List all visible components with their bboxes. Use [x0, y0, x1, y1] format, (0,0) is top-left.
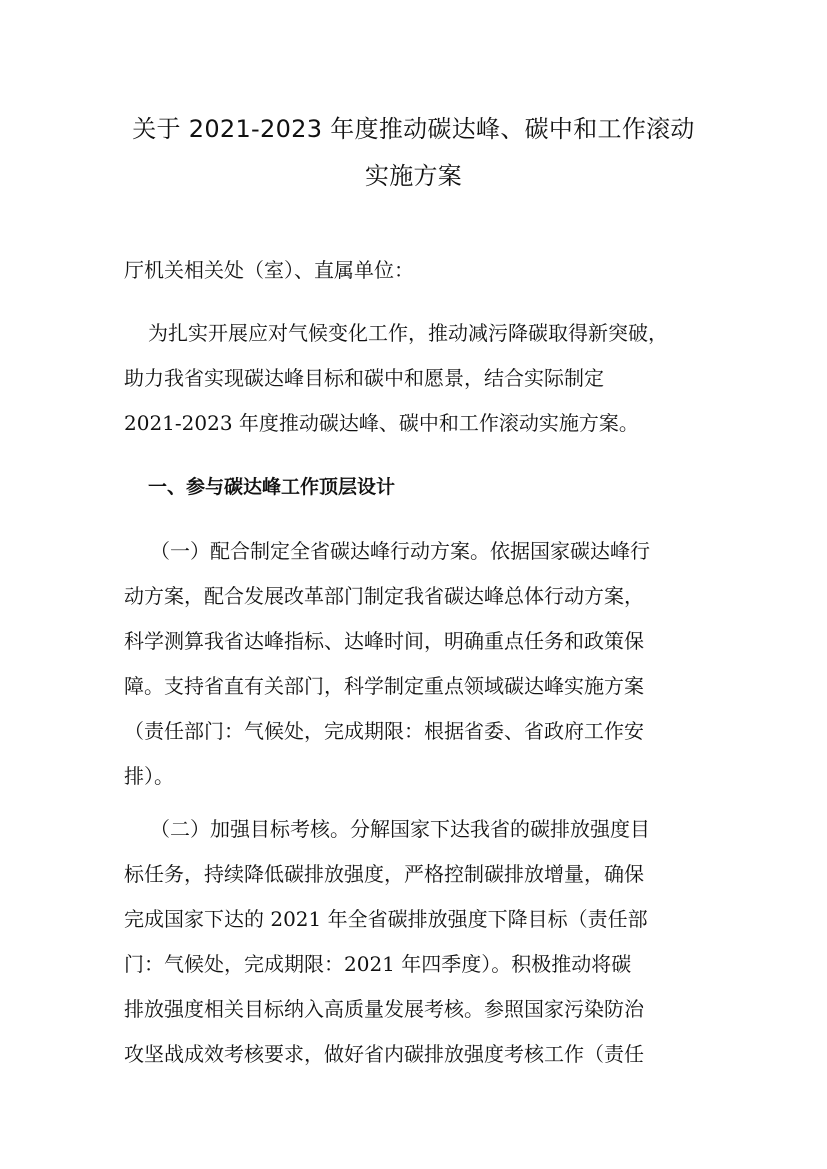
intro-line-2: 助力我省实现碳达峰目标和碳中和愿景，结合实际制定: [124, 366, 604, 390]
item-1-line-5: （责任部门：气候处，完成期限：根据省委、省政府工作安: [124, 719, 644, 743]
title-line-1: 关于 2021-2023 年度推动碳达峰、碳中和工作滚动: [132, 115, 695, 143]
item-2-line-4: 门：气候处，完成期限：2021 年四季度）。积极推动将碳: [124, 952, 632, 976]
item-2-line-1: （二）加强目标考核。分解国家下达我省的碳排放强度目: [150, 817, 650, 841]
item-2-line-6: 攻坚战成效考核要求，做好省内碳排放强度考核工作（责任: [124, 1042, 644, 1066]
item-1-line-4: 障。支持省直有关部门，科学制定重点领域碳达峰实施方案: [124, 674, 644, 698]
title-line-2: 实施方案: [364, 162, 463, 190]
intro-line-3: 2021-2023 年度推动碳达峰、碳中和工作滚动实施方案。: [124, 411, 639, 435]
item-1-line-2: 动方案，配合发展改革部门制定我省碳达峰总体行动方案，: [124, 584, 644, 608]
item-2-line-3: 完成国家下达的 2021 年全省碳排放强度下降目标（责任部: [124, 907, 648, 931]
item-1-line-6: 排）。: [124, 764, 174, 788]
document-title: [110, 106, 717, 200]
section-heading: 一、参与碳达峰工作顶层设计: [148, 476, 396, 498]
item-2-line-2: 标任务，持续降低碳排放强度，严格控制碳排放增量，确保: [124, 862, 644, 886]
intro-line-1: 为扎实开展应对气候变化工作，推动减污降碳取得新突破，: [148, 321, 668, 345]
salutation: 厅机关相关处（室）、直属单位：: [124, 258, 414, 282]
item-1-line-1: （一）配合制定全省碳达峰行动方案。依据国家碳达峰行: [150, 539, 650, 563]
item-2-line-5: 排放强度相关目标纳入高质量发展考核。参照国家污染防治: [124, 997, 644, 1021]
item-1-line-3: 科学测算我省达峰指标、达峰时间，明确重点任务和政策保: [124, 629, 644, 653]
